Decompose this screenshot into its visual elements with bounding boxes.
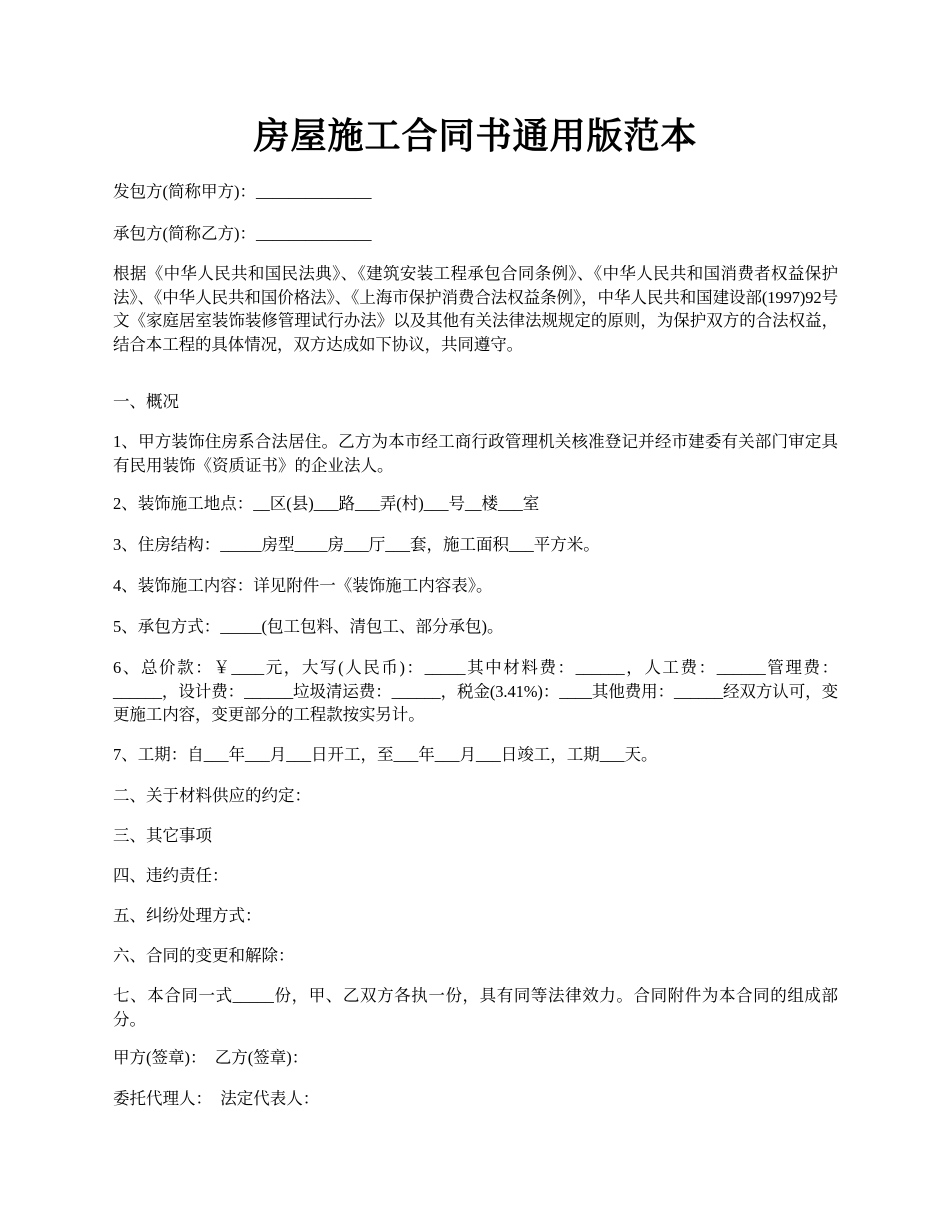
representative-line: 委托代理人： 法定代表人： <box>113 1089 320 1108</box>
clause-5: 5、承包方式：_____(包工包料、清包工、部分承包)。 <box>113 617 504 636</box>
clause-1: 1、甲方装饰住房系合法居住。乙方为本市经工商行政管理机关核准登记并经市建委有关部门审定具有民用装饰《资质证书》的企业法人。 <box>113 432 838 475</box>
signature-line: 甲方(签章)： 乙方(签章)： <box>113 1048 309 1067</box>
clause-2: 2、装饰施工地点：__区(县)___路___弄(村)___号__楼___室 <box>113 494 540 513</box>
section-heading-materials: 二、关于材料供应的约定： <box>113 786 311 805</box>
section-heading-liability: 四、违约责任： <box>113 866 229 885</box>
section-heading-amendment: 六、合同的变更和解除： <box>113 946 295 965</box>
section-heading-dispute: 五、纠纷处理方式： <box>113 906 262 925</box>
section-seven-copies: 七、本合同一式_____份，甲、乙双方各执一份，具有同等法律效力。合同附件为本合同的组成部分。 <box>113 986 838 1029</box>
document-title: 房屋施工合同书通用版范本 <box>253 116 698 156</box>
clause-7: 7、工期：自___年___月___日开工，至___年___月___日竣工，工期___天。 <box>113 745 658 764</box>
party-b-line: 承包方(简称乙方)：______________ <box>113 224 372 243</box>
section-heading-overview: 一、概况 <box>113 392 179 411</box>
preamble-paragraph: 根据《中华人民共和国民法典》、《建筑安装工程承包合同条例》、《中华人民共和国消费者权益保护法》、《中华人民共和国价格法》、《上海市保护消费合法权益条例》，中华人民共和国建设部(1997)92号文《家庭居室装饰装修管理试行办法》以及其他有关法律法规规定的原则，为保护双方的合法权益，结合本工程的具体情况，双方达成如下协议，共同遵守。 <box>113 264 838 354</box>
section-heading-other: 三、其它事项 <box>113 826 212 845</box>
clause-6: 6、总价款：￥____元，大写(人民币)：_____其中材料费：______，人工费：______管理费：______，设计费：______垃圾清运费：______，税金(3.41%)：____其他费用：______经双方认可，变更施工内容，变更部分的工程款按实另计。 <box>113 658 838 724</box>
clause-3: 3、住房结构：_____房型____房___厅___套，施工面积___平方米。 <box>113 535 600 554</box>
clause-4: 4、装饰施工内容：详见附件一《装饰施工内容表》。 <box>113 576 493 595</box>
party-a-line: 发包方(简称甲方)：______________ <box>113 182 372 201</box>
